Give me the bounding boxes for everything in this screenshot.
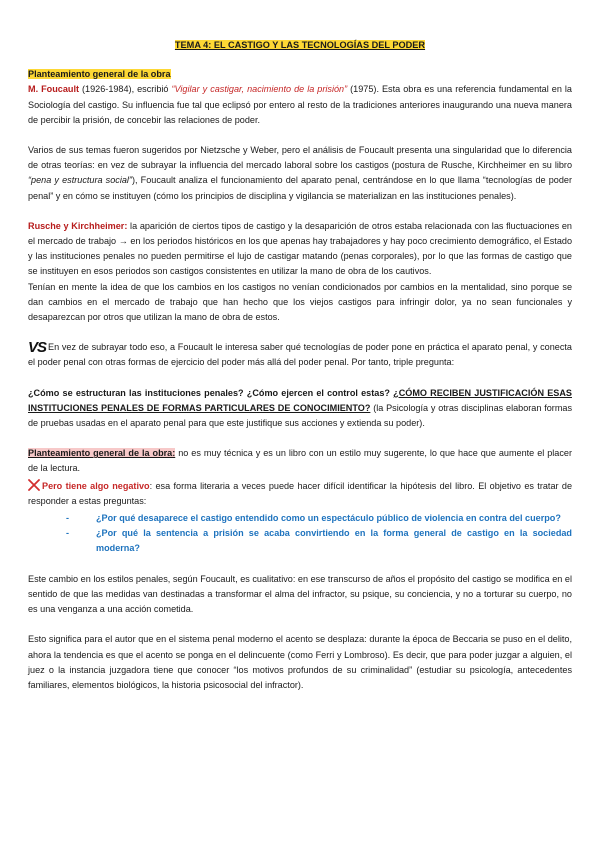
author-name: M. Foucault — [28, 84, 80, 95]
paragraph-qualitative: Este cambio en los estilos penales, según Foucault, es cualitativo: en ese transcurso de años el propósito del castigo se modifica en el sentido de que las medidas van destinadas a transformar el alma del infractor, su psique, su conciencia, y no a torturar su cuerpo, no es una venganza a una acción cometida. — [28, 573, 572, 615]
paragraph-questions: ¿Cómo se estructuran las instituciones penales? ¿Cómo ejercen el control estas? ¿CÓMO RECIBEN JUSTIFICACIÓN ESAS INSTITUCIONES PENALES DE FORMAS PARTICULARES DE CONOCIMIENTO? (la Psicología y otras disciplinas elaboran formas de pruebas usadas en el aparato penal para que este justifique sus acciones y extienda su poder). — [28, 387, 573, 429]
paragraph-rusche: Rusche y Kirchheimer: la aparición de ciertos tipos de castigo y la desaparición de otros estaba relacionada con las fluctuaciones en el mercado de trabajo → en los periodos históricos en los que apenas hay trabajadores y hay poco crecimiento demográfico, el Estado y las instituciones penales no pueden permitirse el lujo de castigar matando (penas corporales), por lo que las formas de castigo que se instituyen en esos periodos son castigos consistentes en utilizar la mano de obra de los cautivos. — [28, 220, 572, 277]
rusche-label: Rusche y Kirchheimer: — [28, 220, 128, 231]
negative-label: Pero tiene algo negativo — [42, 480, 150, 491]
versus-icon: VS — [28, 339, 47, 357]
paragraph-style: Planteamiento general de la obra: no es muy técnica y es un libro con un estilo muy sugerente, lo que hace que aumente el placer de la lectura. — [28, 448, 572, 474]
paragraph-versus: VS En vez de subrayar todo eso, a Foucault le interesa saber qué tecnologías de poder pone en práctica el aparato penal, y conecta el poder penal con otras formas de ejercicio del poder más allá del poder penal. Por tanto, triple pregunta: — [28, 339, 572, 368]
section-heading: Planteamiento general de la obra — [28, 69, 171, 80]
page-title: TEMA 4: EL CASTIGO Y LAS TECNOLOGÍAS DEL PODER — [174, 40, 426, 50]
style-heading: Planteamiento general de la obra: — [28, 448, 176, 459]
list-item: - ¿Por qué la sentencia a prisión se acaba convirtiendo en la forma general de castigo en la sociedad moderna? — [28, 526, 572, 556]
paragraph-mentality: Tenían en mente la idea de que los cambios en los castigos no venían condicionados por cambios en la mentalidad, sino porque se dan cambios en el mercado de trabajo que han hecho que los viejos castigos para infringir dolor, ya no sean funcionales y desaparezcan por otros que utilizan la mano de obra de estos. — [28, 281, 572, 323]
paragraph-intro: M. Foucault (1926-1984), escribió “Vigilar y castigar, nacimiento de la prisión” (1975). Esta obra es una referencia fundamental en la Sociología del castigo. Su influencia fue tal que eclipsó por entero al resto de la tradiciones anteriores inaugurando una nueva manera de percibir la prisión, de concebir las relaciones de poder. — [28, 84, 572, 125]
list-item: - ¿Por qué desaparece el castigo entendido como un espectáculo público de violencia en contra del cuerpo? — [28, 511, 572, 526]
book-title: “Vigilar y castigar, nacimiento de la prisión” — [171, 84, 348, 95]
document-page — [28, 38, 572, 693]
paragraph-beccaria: Esto significa para el autor que en el sistema penal moderno el acento se desplaza: durante la época de Beccaria se puso en el delito, ahora la tendencia es que el acento se ponga en el delincuente (como Ferri y Lombroso). Es decir, que para poder juzgar a alguien, el juez o la instancia juzgadora tiene que conocer “los motivos profundos de su criminalidad” (estudiar su psicología, antecedentes familiares, elementos biológicos, la historia psicosocial del infractor). — [28, 634, 572, 690]
cross-icon — [28, 479, 40, 491]
paragraph-negative: Pero tiene algo negativo: esa forma literaria a veces puede hacer difícil identificar la hipótesis del libro. El objetivo es tratar de responder a estas preguntas: — [28, 480, 572, 506]
question-list — [28, 511, 572, 557]
paragraph-influences: Varios de sus temas fueron sugeridos por Nietzsche y Weber, pero el análisis de Foucault presenta una singularidad que lo diferencia de otras teorías: en vez de subrayar la influencia del mercado laboral sobre los castigos (postura de Rusche, Kirchheimer en su libro “pena y estructura social”), Foucault analiza el funcionamiento del aparato penal, centrándose en lo que llama “tecnologías de poder penal” y en cómo se instituyen (cómo los principios de disciplina y vigilancia se materializan en las instituciones penales). — [28, 145, 572, 201]
